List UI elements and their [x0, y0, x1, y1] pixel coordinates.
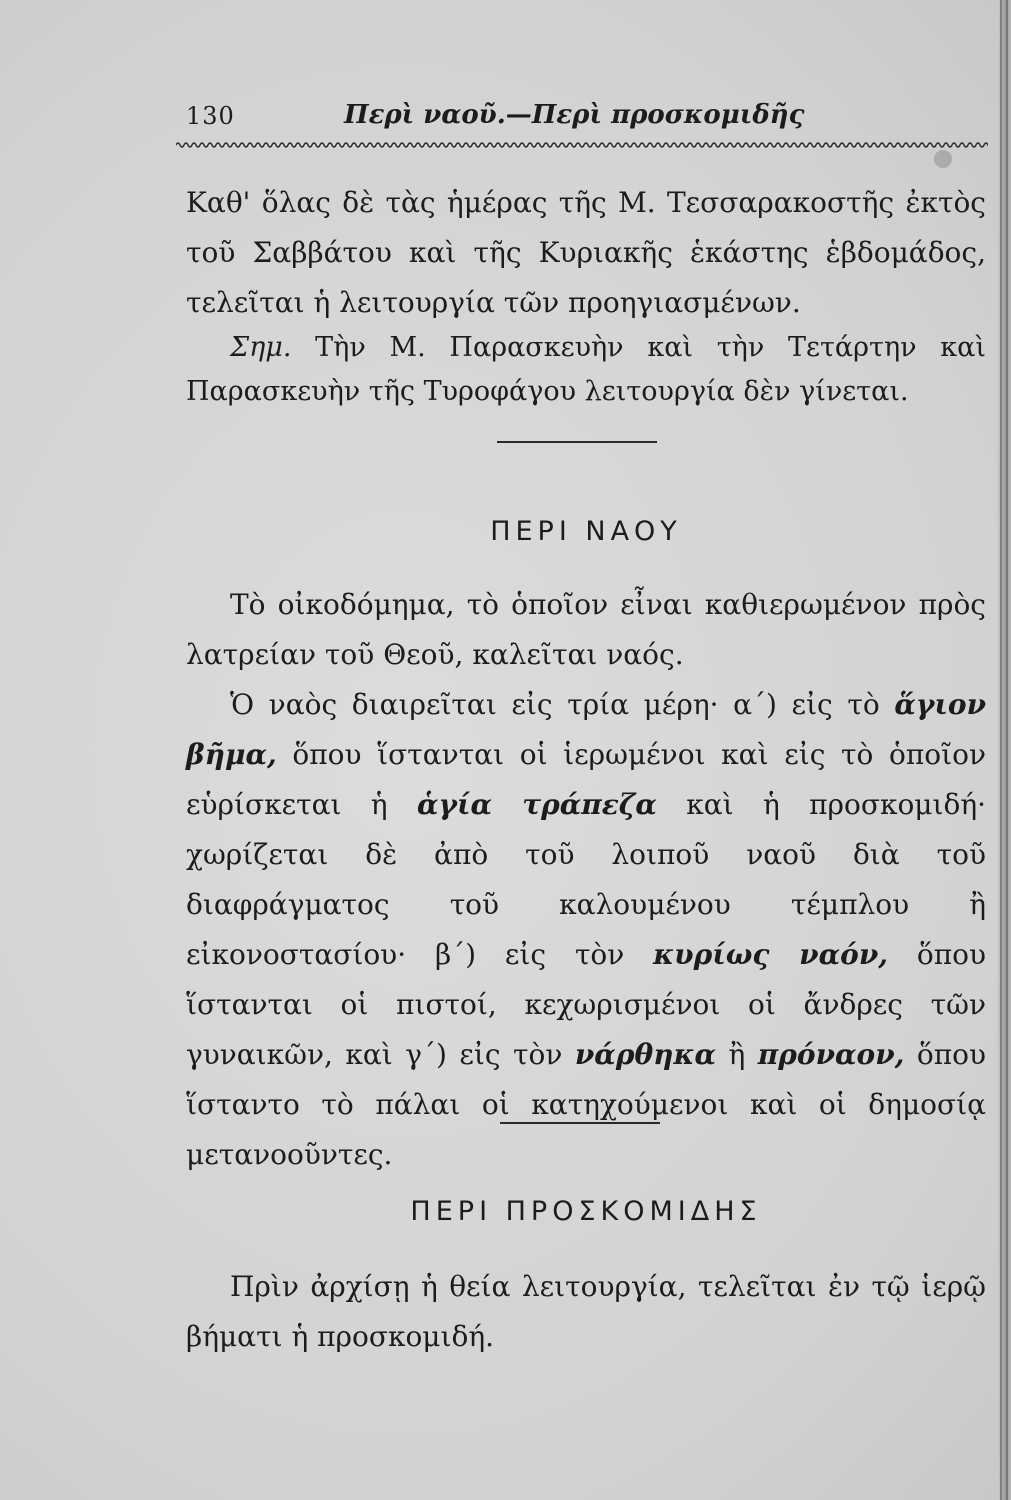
page-edge-shadow — [997, 0, 1011, 1500]
naos-paragraph-2 — [186, 680, 986, 1180]
note-text: Τὴν Μ. Παρασκευὴν καὶ τὴν Τετάρτην καὶ Παρασκευὴν τῆς Τυροφάγου λειτουργία δὲν γίνεται. — [186, 332, 986, 407]
section-heading-naos: ΠΕΡΙ ΝΑΟΥ — [490, 516, 682, 547]
intro-paragraph-block — [186, 178, 986, 328]
note-label: Σημ. — [230, 332, 292, 363]
text-run: ἢ — [716, 1038, 758, 1071]
text-run: ὅπου ἵσταντο τὸ πάλαι οἱ κατηχούμενοι καὶ οἱ δημοσίᾳ μετανοοῦντες. — [186, 1038, 987, 1171]
ink-speck — [934, 150, 952, 168]
header-wavy-rule — [176, 140, 988, 150]
text-run: ὅπου ἵστανται οἱ ἱερωμένοι καὶ εἰς τὸ ὁποῖον εὑρίσκεται ἡ — [186, 738, 986, 821]
term-kyrios-naos: κυρίως ναόν, — [653, 938, 888, 971]
term-hagia-trapeza: ἁγία τράπεζα — [416, 788, 657, 821]
note-block — [186, 326, 986, 414]
term-narthex: νάρθηκα — [574, 1038, 717, 1071]
naos-text-block — [186, 580, 986, 1180]
proskomide-text-block — [186, 1262, 986, 1362]
page-number: 130 — [186, 102, 235, 130]
section-separator — [497, 441, 657, 443]
proskomide-paragraph: Πρὶν ἀρχίσῃ ἡ θεία λειτουργία, τελεῖται ἐν τῷ ἱερῷ βήματι ἡ προσκομιδή. — [186, 1270, 986, 1353]
note-paragraph — [186, 326, 986, 414]
naos-paragraph-1: Τὸ οἰκοδόμημα, τὸ ὁποῖον εἶναι καθιερωμένον πρὸς λατρείαν τοῦ Θεοῦ, καλεῖται ναός. — [186, 588, 986, 671]
running-header — [186, 98, 986, 138]
intro-paragraph: Καθ' ὅλας δὲ τὰς ἡμέρας τῆς Μ. Τεσσαρακοστῆς ἐκτὸς τοῦ Σαββάτου καὶ τῆς Κυριακῆς ἑκάστης ἑβδομάδος, τελεῖται ἡ λειτουργία τῶν προηγιασμένων. — [186, 186, 986, 319]
text-run: ὅπου ἵστανται οἱ πιστοί, κεχωρισμένοι οἱ ἄνδρες τῶν γυναικῶν, καὶ γ΄) εἰς τὸν — [186, 938, 986, 1071]
text-run: Ὁ ναὸς διαιρεῖται εἰς τρία μέρη· α΄) εἰς τὸ — [230, 688, 895, 721]
section-heading-proskomide: ΠΕΡΙ ΠΡΟΣΚΟΜΙΔΗΣ — [410, 1196, 762, 1227]
running-title: Περὶ ναοῦ.—Περὶ προσκομιδῆς — [344, 100, 805, 130]
term-pronaos: πρόναον, — [757, 1038, 905, 1071]
term-hagion-bema: ἅγιον βῆμα, — [186, 688, 986, 771]
section-separator — [500, 1122, 660, 1124]
text-run: καὶ ἡ προσκομιδή· χωρίζεται δὲ ἀπὸ τοῦ λοιποῦ ναοῦ διὰ τοῦ διαφράγματος τοῦ καλουμένου τέμπλου ἢ εἰκονοστασίου· β΄) εἰς τὸν — [186, 788, 987, 971]
